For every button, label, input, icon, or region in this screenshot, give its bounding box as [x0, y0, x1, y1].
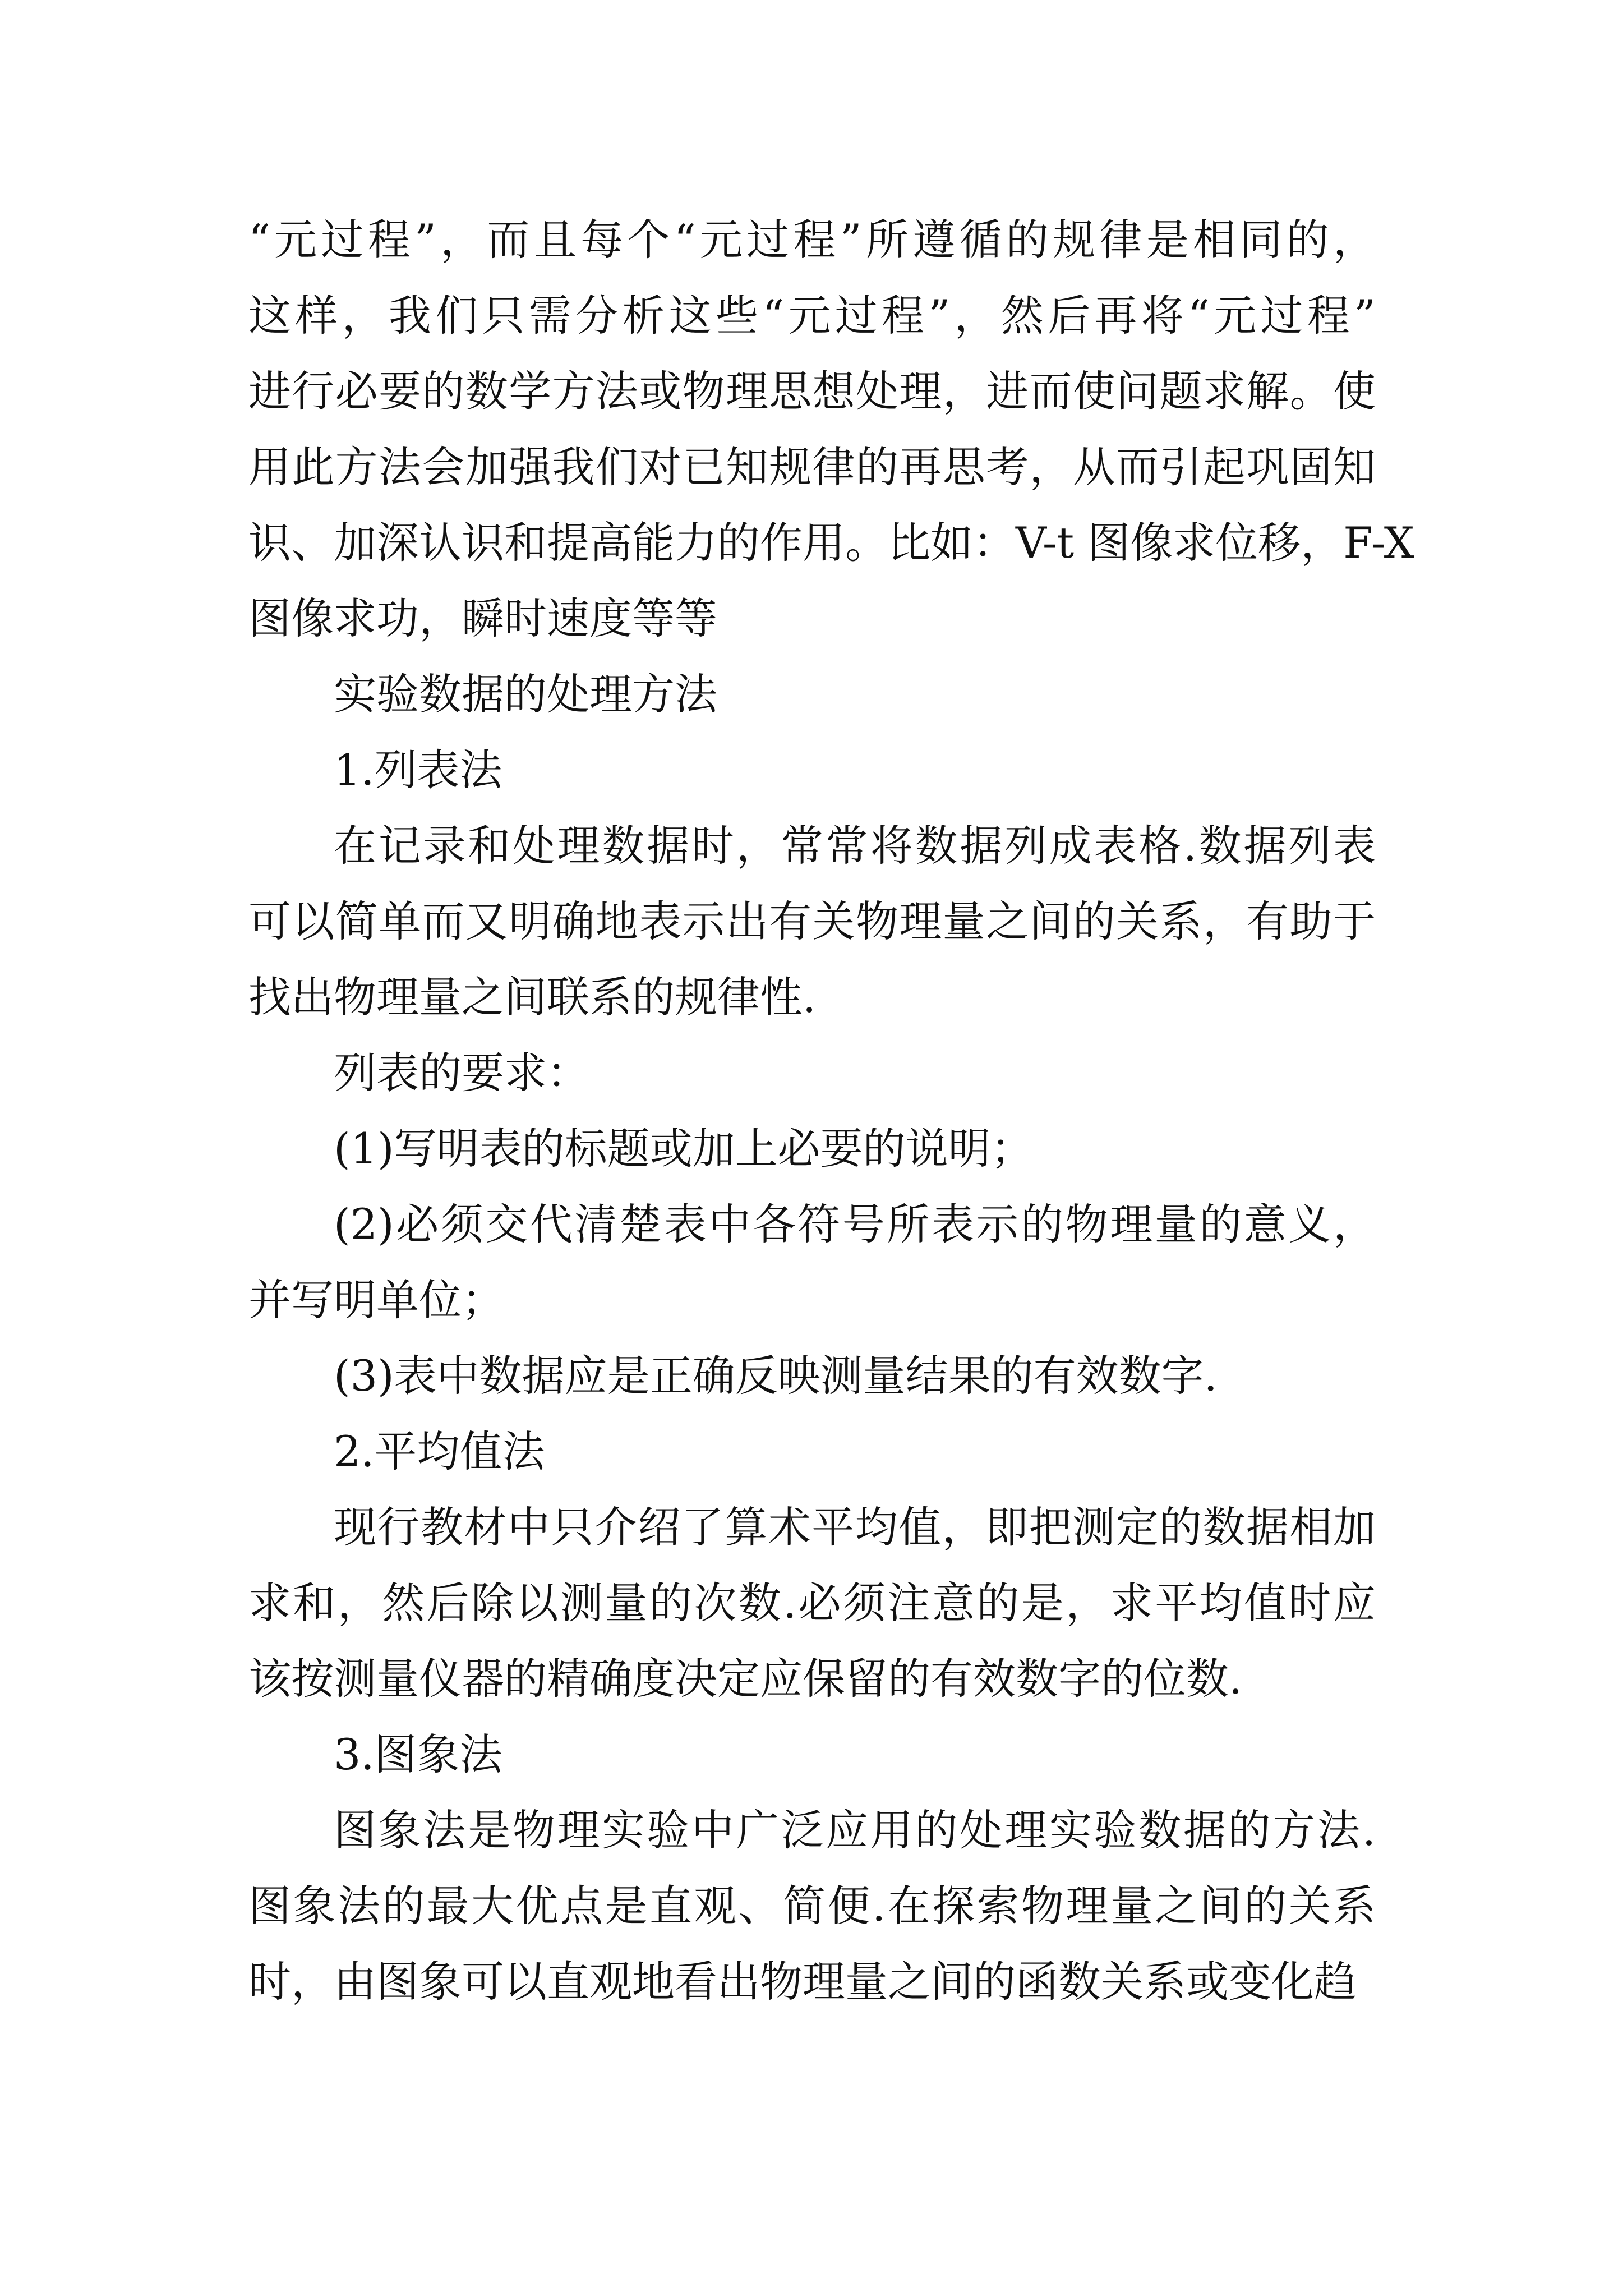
document-body [248, 202, 1414, 2019]
text-line: 图像求功，瞬时速度等等 [248, 593, 717, 643]
text-line: 3.图象法 [334, 1729, 502, 1779]
text-line: 2.平均值法 [334, 1427, 545, 1476]
text-line: 图象法的最大优点是直观、简便.在探索物理量之间的关系 [248, 1881, 1376, 1931]
paragraph-heading-data-processing [248, 656, 1376, 732]
text-line: 用此方法会加强我们对已知规律的再思考，从而引起巩固知 [248, 442, 1376, 492]
text-line: 这样，我们只需分析这些“元过程”，然后再将“元过程” [248, 291, 1376, 341]
paragraph-requirement-3 [248, 1338, 1376, 1414]
text-line: 求和，然后除以测量的次数.必须注意的是，求平均值时应 [248, 1578, 1376, 1628]
text-line: 图象法是物理实验中广泛应用的处理实验数据的方法. [334, 1805, 1376, 1855]
text-line: 时，由图象可以直观地看出物理量之间的函数关系或变化趋 [248, 1957, 1357, 2007]
text-line: 列表的要求： [334, 1048, 589, 1098]
text-line: 找出物理量之间联系的规律性. [248, 972, 817, 1022]
paragraph-list-requirements-title [248, 1035, 1376, 1111]
paragraph-average-method-body [248, 1489, 1376, 1717]
paragraph-heading-graph-method [248, 1717, 1376, 1792]
paragraph-heading-list-method [248, 732, 1376, 808]
text-line: 在记录和处理数据时，常常将数据列成表格.数据列表 [334, 821, 1376, 871]
paragraph-graph-method-body [248, 1792, 1376, 2019]
text-line: (1)写明表的标题或加上必要的说明； [334, 1124, 1034, 1174]
text-line: 并写明单位； [248, 1275, 504, 1325]
text-line: 该按测量仪器的精确度决定应保留的有效数字的位数. [248, 1654, 1243, 1704]
text-line: 1.列表法 [334, 745, 502, 795]
paragraph-intro [248, 202, 1414, 656]
text-line: (3)表中数据应是正确反映测量结果的有效数字. [334, 1351, 1218, 1401]
text-line: 可以简单而又明确地表示出有关物理量之间的关系，有助于 [248, 896, 1376, 946]
text-line: 识、加深认识和提高能力的作用。比如：V-t 图像求位移，F-X [248, 518, 1414, 568]
paragraph-heading-average-method [248, 1414, 1376, 1489]
text-line: 现行教材中只介绍了算术平均值，即把测定的数据相加 [334, 1502, 1376, 1552]
text-line: (2)必须交代清楚表中各符号所表示的物理量的意义， [334, 1199, 1376, 1249]
text-line: “元过程”，而且每个“元过程”所遵循的规律是相同的， [248, 215, 1376, 265]
text-line: 进行必要的数学方法或物理思想处理，进而使问题求解。使 [248, 366, 1376, 416]
paragraph-requirement-1 [248, 1111, 1376, 1186]
text-line: 实验数据的处理方法 [334, 669, 717, 719]
paragraph-requirement-2 [248, 1186, 1376, 1338]
paragraph-list-method-body [248, 808, 1376, 1035]
